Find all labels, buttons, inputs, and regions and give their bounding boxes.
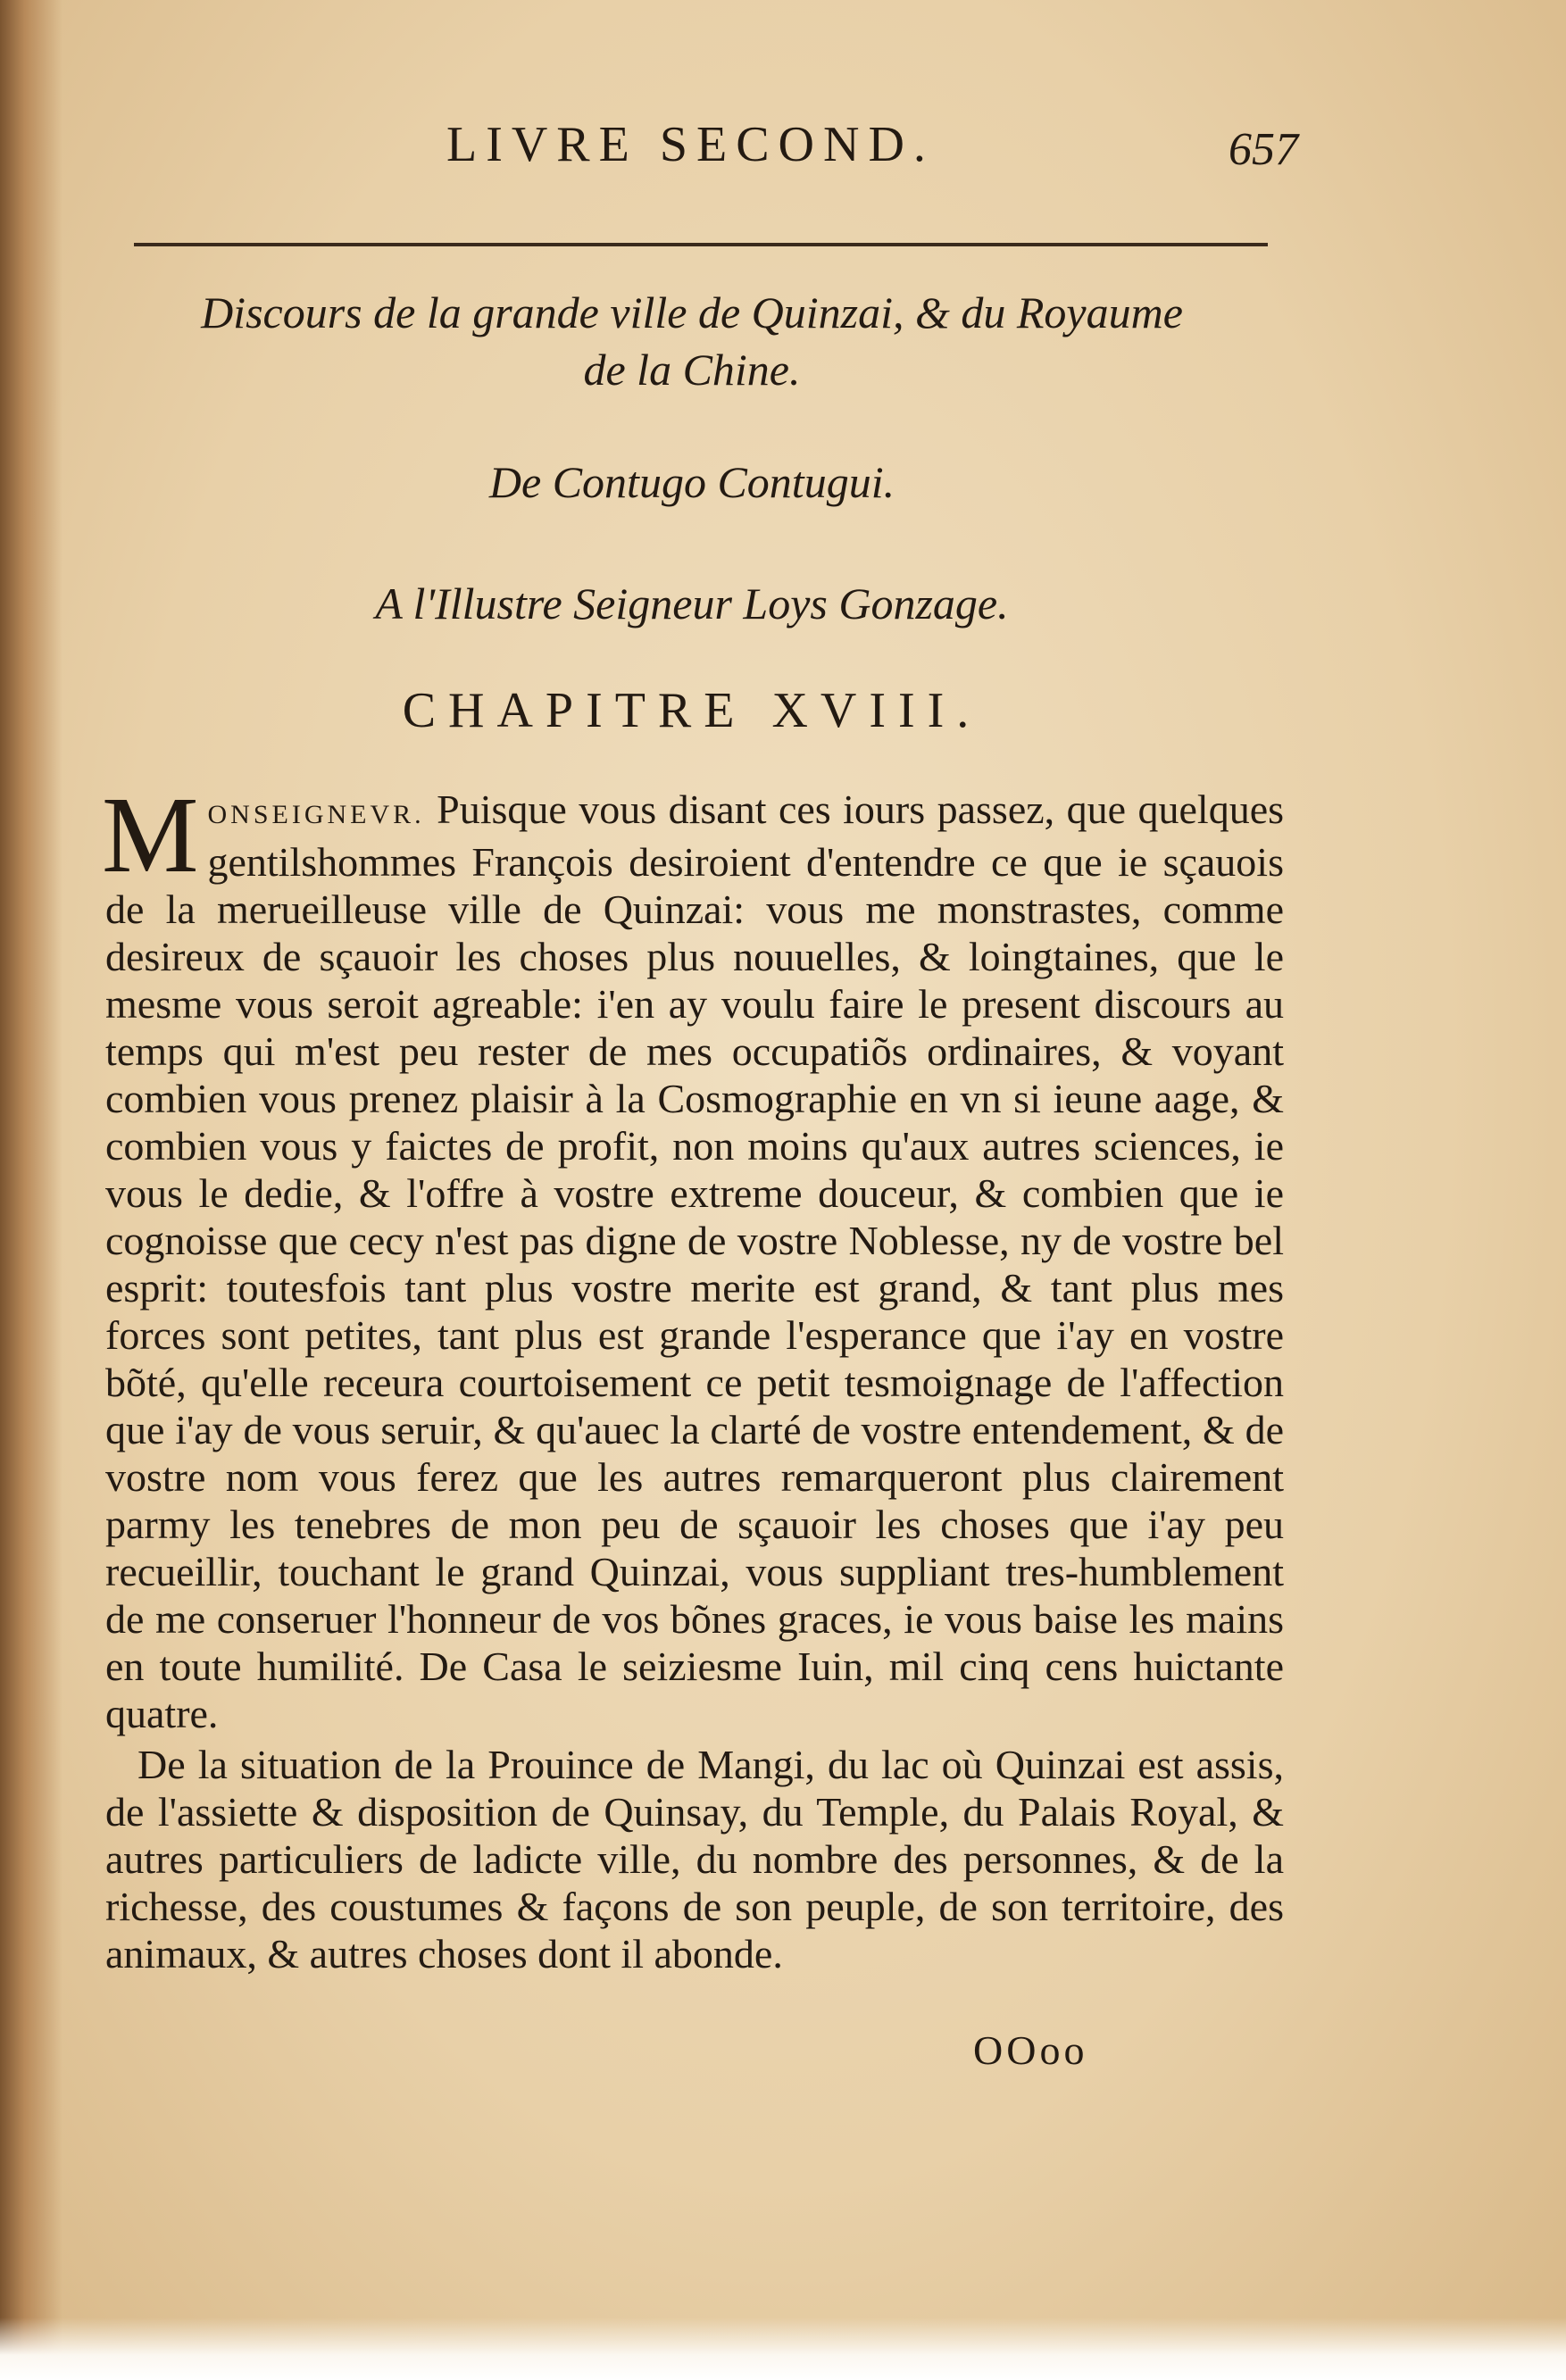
signature-mark: OOoo <box>973 2027 1088 2073</box>
discourse-title-line1: Discours de la grande ville de Quinzai, & du Royaume <box>201 287 1183 337</box>
running-title: LIVRE SECOND. <box>446 117 935 172</box>
opening-smallcaps: ONSEIGNEVR. <box>207 800 425 829</box>
discourse-title-line2: de la Chine. <box>583 345 801 395</box>
paragraph-dedication-letter <box>102 775 1285 1737</box>
page-bottom-edge <box>0 2318 1566 2380</box>
paragraph-summary: De la situation de la Prouince de Mangi, du lac où Quinzai est assis, de l'assiette & disposition de Quinsay, du Temple, du Palais Royal, & autres particuliers de ladicte ville, du nombre des personnes, & de la richesse, des coustumes & façons de son peuple, de son territoire, des animaux, & autres choses dont il abonde. <box>105 1742 1284 1976</box>
header-rule <box>134 243 1268 246</box>
page-header <box>0 116 1566 179</box>
page-binding-shadow <box>0 0 62 2380</box>
discourse-title <box>89 284 1295 398</box>
dedication-line: A l'Illustre Seigneur Loys Gonzage. <box>375 578 1009 628</box>
author-line: De Contugo Contugui. <box>488 457 895 507</box>
paragraph1-text: Puisque vous disant ces iours passez, que quelques gentilshommes François desiroient d'entendre ce que ie sçauois de la merueilleuse ville de Quinzai: vous me monstrastes, comme desireux de sçauoir les choses plus nouuelles, & loingtaines, que le mesme vous seroit agreable: i'en ay voulu faire le present discours au temps qui m'est peu rester de mes occupatiõs ordinaires, & voyant combien vous prenez plaisir à la Cosmographie en vn si ieune aage, & combien vous y faictes de profit, non moins qu'aux autres sciences, ie vous le dedie, & l'offre à vostre extreme douceur, & combien que ie cognoisse que cecy n'est pas digne de vostre Noblesse, ny de vostre bel esprit: toutesfois tant plus vostre merite est grand, & tant plus mes forces sont petites, tant plus est grande l'esperance que i'ay en vostre bõté, qu'elle receura courtoisement ce petit tesmoignage de l'affection que i'ay de vous seruir, & qu'auec la clarté de vostre entendement, & de vostre nom vous ferez que les autres remarqueront plus clairement parmy les tenebres de mon peu de sçauoir les choses que i'ay peu recueillir, touchant le grand Quinzai, vous suppliant tres-humblement de me conseruer l'honneur de vos bõnes graces, ie vous baise les mains en toute humilité. De Casa le seiziesme Iuin, mil cinq cens huictante quatre. <box>105 786 1285 1736</box>
page-number: 657 <box>1229 124 1298 175</box>
chapter-heading: CHAPITRE XVIII. <box>402 683 982 738</box>
drop-cap: M <box>102 775 199 895</box>
body-text <box>102 775 1285 1977</box>
